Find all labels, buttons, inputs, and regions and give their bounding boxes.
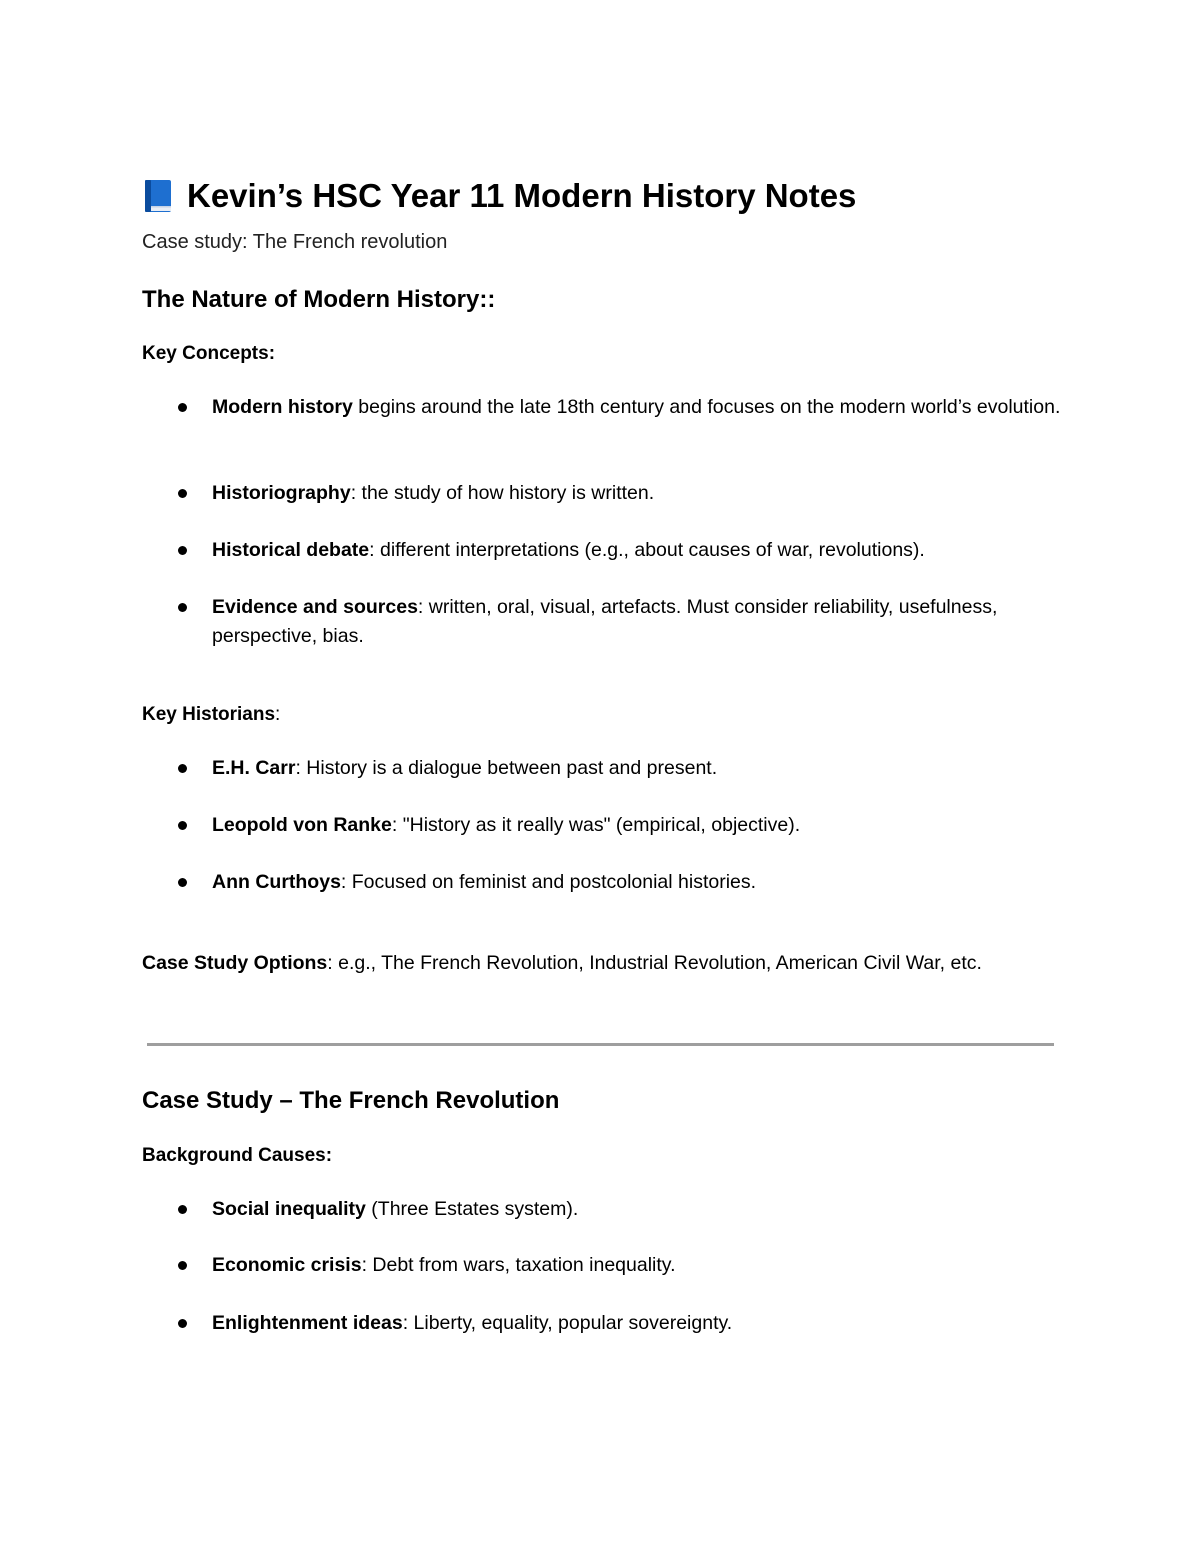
bullet-term: Historical debate [212,539,370,561]
list-item [212,479,1062,508]
bullet-term: Social inequality [212,1198,366,1220]
background-causes-label-text: Background Causes: [142,1145,333,1166]
list-item [212,1251,1062,1280]
bullet-text: : Liberty, equality, popular sovereignty. [402,1312,733,1334]
bullet-text: : the study of how history is written. [350,482,655,504]
key-concepts-label-text: Key Concepts: [142,343,276,364]
bullet-text: : different interpretations (e.g., about causes of war, revolutions). [369,539,925,561]
bullet-text: : History is a dialogue between past and present. [295,757,718,779]
key-concepts-label [142,342,275,366]
background-causes-label [142,1144,332,1168]
bullet-text: : Debt from wars, taxation inequality. [361,1254,676,1276]
bullet-text: : Focused on feminist and postcolonial histories. [340,871,757,893]
bullet-term: Leopold von Ranke [212,814,392,836]
horizontal-divider [147,1043,1054,1046]
bullet-text: begins around the late 18th century and focuses on the modern world’s evolution. [352,396,1061,418]
key-historians-label-text: Key Historians [142,704,276,725]
bullet-term: Modern history [212,396,353,418]
bullet-text: (Three Estates system). [365,1198,579,1220]
list-item [212,593,1012,650]
list-item [212,868,1062,897]
section-heading-nature: The Nature of Modern History:: [142,286,496,313]
list-item [212,536,1062,565]
document-subtitle: Case study: The French revolution [142,231,448,253]
list-item [212,811,1062,840]
bullet-term: Ann Curthoys [212,871,341,893]
case-study-options-term: Case Study Options [142,952,328,974]
blue-book-icon [143,179,173,213]
bullet-text: : "History as it really was" (empirical, objective). [391,814,801,836]
bullet-term: Evidence and sources [212,596,418,618]
key-historians-label-suffix: : [275,704,281,725]
bullet-text: : written, oral, visual, artefacts. Must consider reliability, usefulness, perspective, bias. [212,596,998,647]
case-study-options-text: : e.g., The French Revolution, Industrial Revolution, American Civil War, etc. [327,952,982,974]
title-text: Kevin’s HSC Year 11 Modern History Notes [187,177,857,214]
bullet-term: Historiography [212,482,351,504]
case-study-options [142,949,1042,978]
list-item [212,1309,1062,1338]
list-item [212,1195,1062,1224]
section-heading-french-revolution: Case Study – The French Revolution [142,1087,560,1114]
list-item [212,754,1062,783]
key-historians-label [142,703,280,727]
list-item [212,393,1062,422]
bullet-term: Enlightenment ideas [212,1312,403,1334]
bullet-term: Economic crisis [212,1254,362,1276]
document-title [143,172,856,220]
bullet-term: E.H. Carr [212,757,296,779]
